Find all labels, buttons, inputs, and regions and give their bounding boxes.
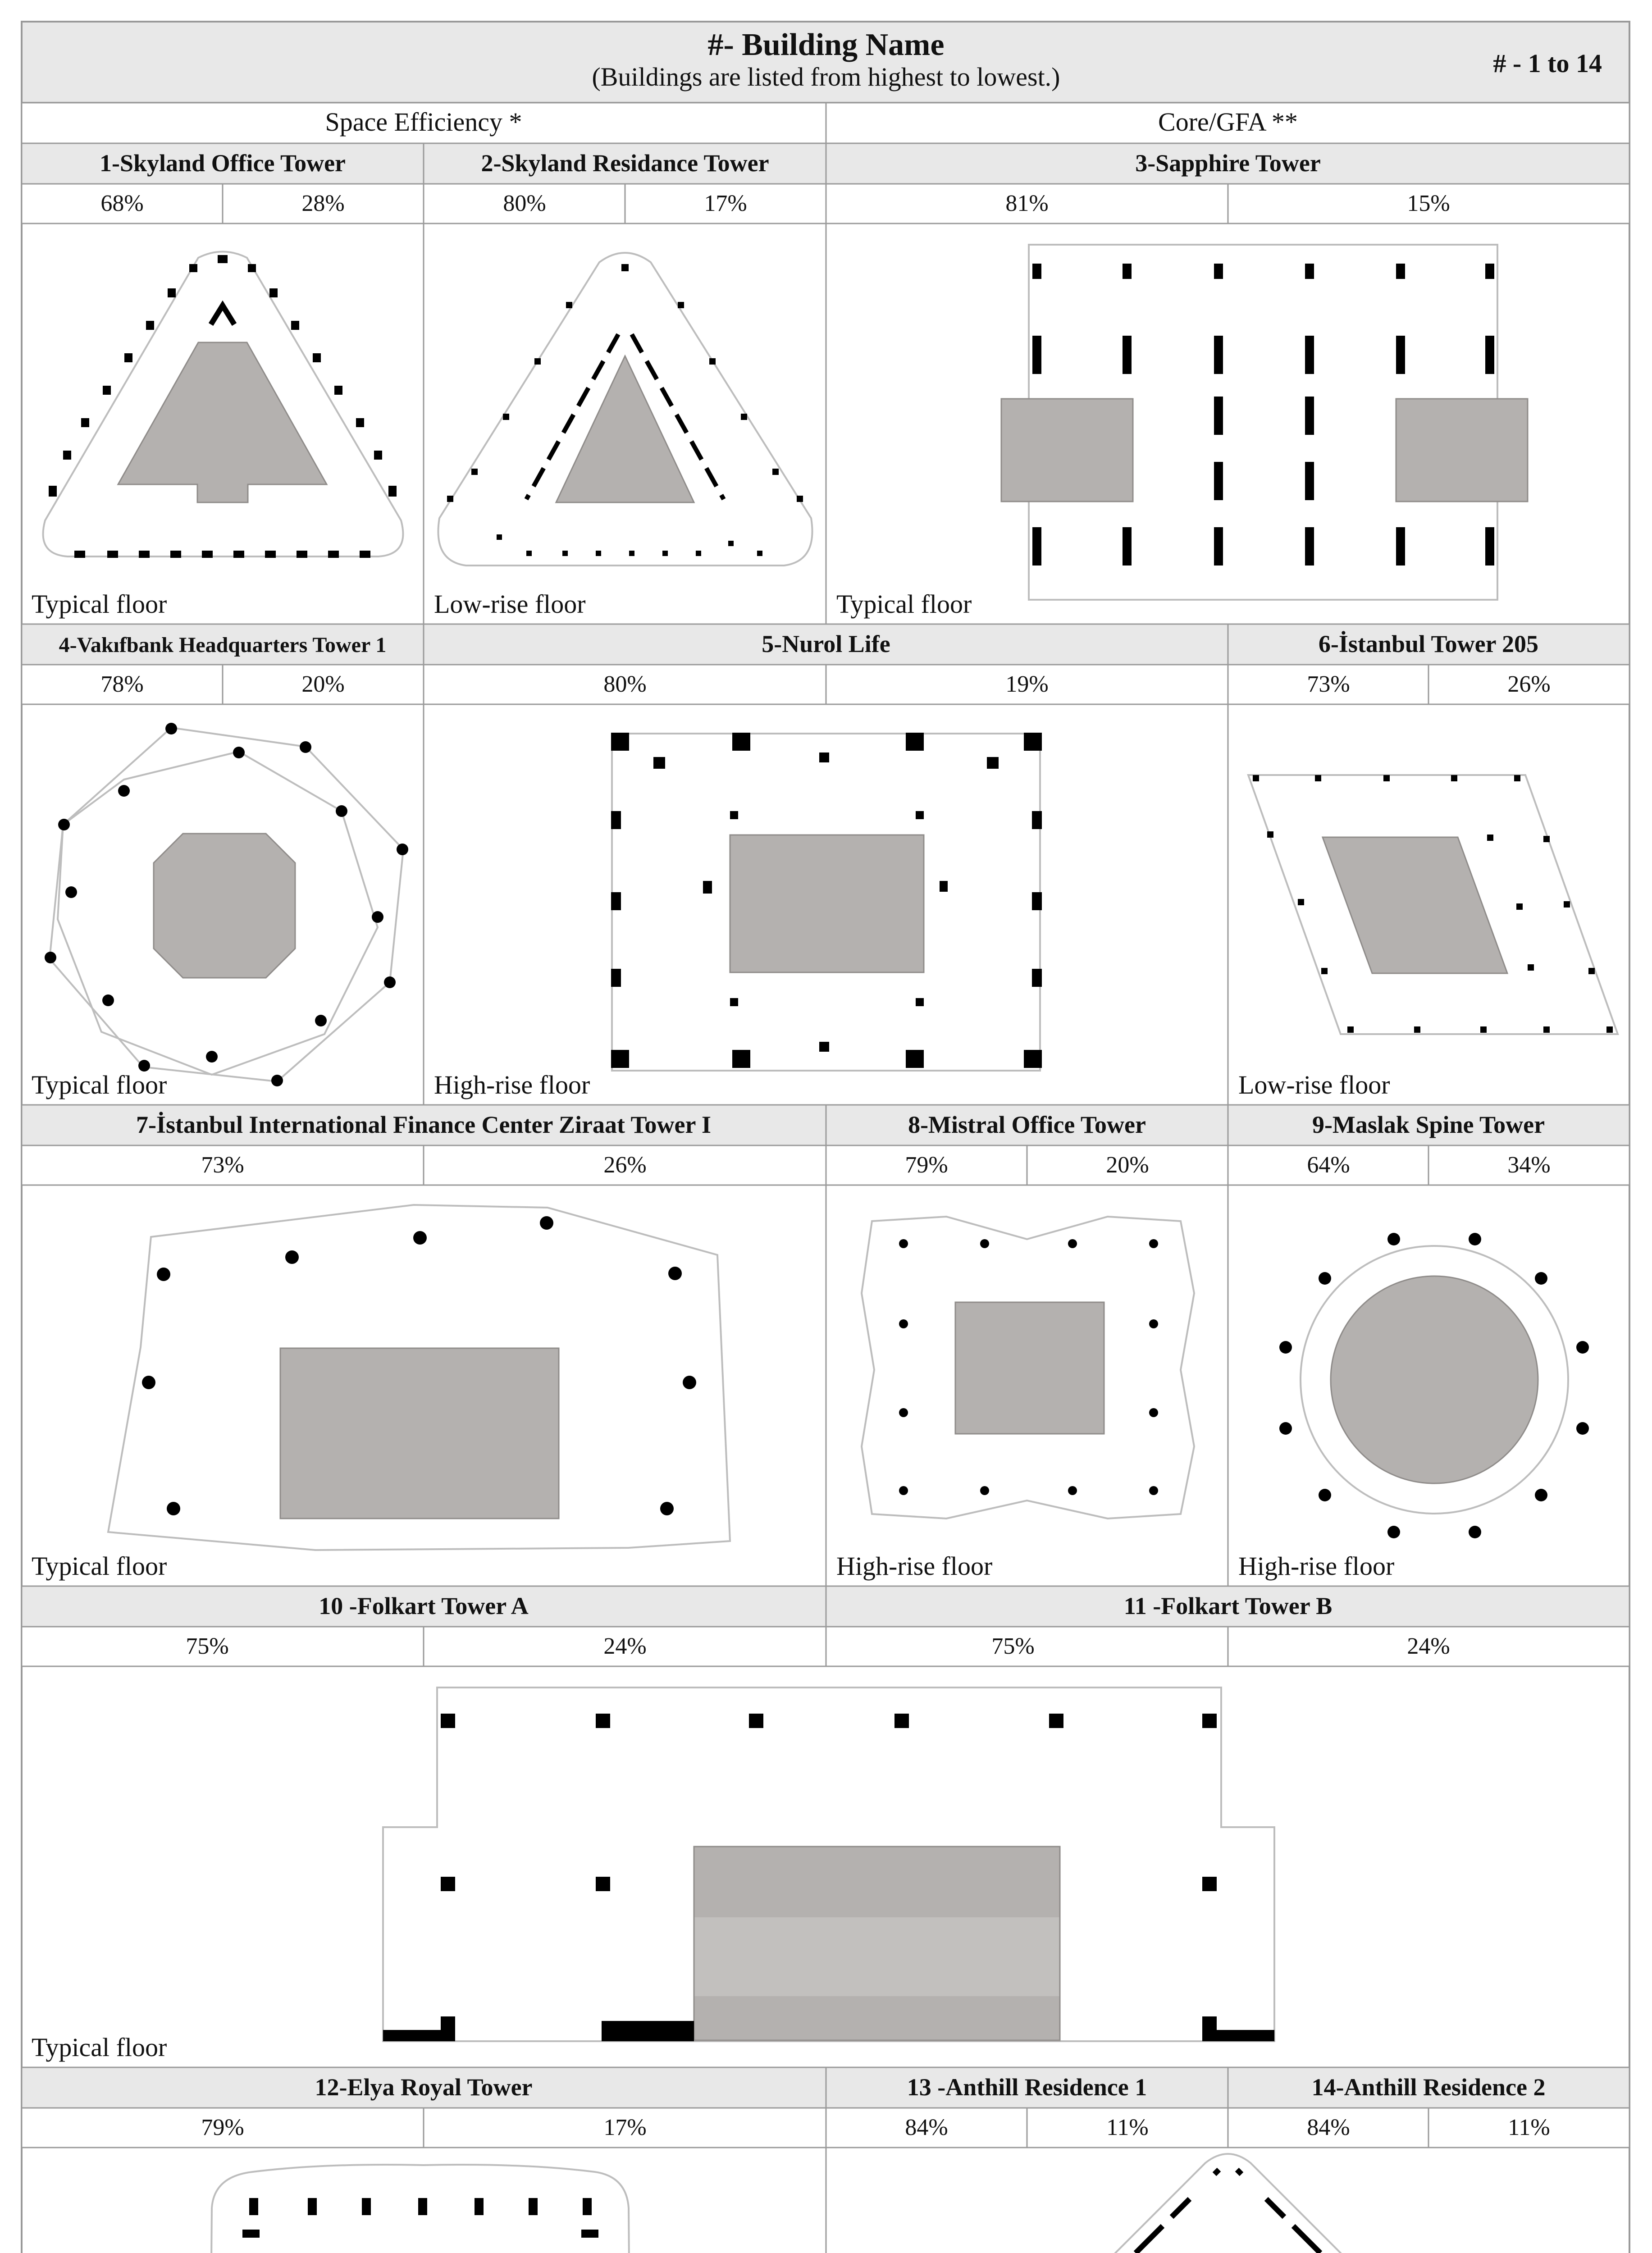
space-efficiency-value: 79% xyxy=(905,1152,948,1178)
building-name: 5-Nurol Life xyxy=(762,630,890,657)
space-efficiency-value: 78% xyxy=(100,671,144,697)
core-gfa-value: 34% xyxy=(1507,1152,1551,1178)
building-name: 4-Vakıfbank Headquarters Tower 1 xyxy=(59,633,387,657)
floor-label: High-rise floor xyxy=(434,1070,590,1099)
sheet-header xyxy=(22,22,1629,143)
building-name: 3-Sapphire Tower xyxy=(1135,150,1321,177)
building-name: 9-Maslak Spine Tower xyxy=(1312,1111,1545,1138)
space-efficiency-value: 75% xyxy=(991,1633,1035,1659)
space-efficiency-value: 81% xyxy=(1005,191,1049,216)
building-name: 7-İstanbul International Finance Center Ziraat Tower I xyxy=(136,1111,712,1138)
space-efficiency-value: 80% xyxy=(503,191,546,216)
space-efficiency-value: 73% xyxy=(1307,671,1350,697)
core-gfa-value: 26% xyxy=(603,1152,647,1178)
header-range: # - 1 to 14 xyxy=(1493,49,1602,78)
core-gfa-value: 15% xyxy=(1407,191,1450,216)
header-subtitle: (Buildings are listed from highest to lowest.) xyxy=(592,62,1060,91)
legend-core-gfa: Core/GFA ** xyxy=(1158,107,1298,137)
floor-label: Typical floor xyxy=(32,2033,167,2062)
core-gfa-value: 24% xyxy=(1407,1633,1450,1659)
floor-label: Low-rise floor xyxy=(1238,1070,1390,1099)
building-name: 1-Skyland Office Tower xyxy=(99,150,346,177)
core-gfa-value: 24% xyxy=(603,1633,647,1659)
building-name: 8-Mistral Office Tower xyxy=(908,1111,1146,1138)
building-name: 13 -Anthill Residence 1 xyxy=(907,2074,1147,2101)
floor-label: High-rise floor xyxy=(1238,1551,1395,1581)
space-efficiency-value: 75% xyxy=(186,1633,229,1659)
floor-label: Typical floor xyxy=(836,589,972,619)
floor-label: Low-rise floor xyxy=(434,589,586,619)
building-name: 6-İstanbul Tower 205 xyxy=(1318,630,1539,657)
core-gfa-value: 11% xyxy=(1508,2115,1550,2140)
core-gfa-value: 26% xyxy=(1507,671,1551,697)
core-gfa-value: 20% xyxy=(301,671,345,697)
building-name: 11 -Folkart Tower B xyxy=(1123,1592,1333,1619)
header-title: #- Building Name xyxy=(707,27,945,62)
space-efficiency-value: 84% xyxy=(905,2115,948,2140)
space-efficiency-value: 80% xyxy=(603,671,647,697)
building-name: 12-Elya Royal Tower xyxy=(315,2074,533,2101)
floor-label: Typical floor xyxy=(32,589,167,619)
core-gfa-value: 17% xyxy=(704,191,747,216)
floor-label: Typical floor xyxy=(32,1070,167,1099)
building-name: 10 -Folkart Tower A xyxy=(319,1592,529,1619)
core-gfa-value: 28% xyxy=(301,191,345,216)
space-efficiency-value: 79% xyxy=(201,2115,244,2140)
legend-space-efficiency: Space Efficiency * xyxy=(325,107,522,137)
space-efficiency-value: 73% xyxy=(201,1152,244,1178)
core-gfa-value: 19% xyxy=(1005,671,1049,697)
floor-label: High-rise floor xyxy=(836,1551,993,1581)
space-efficiency-value: 64% xyxy=(1307,1152,1350,1178)
building-name: 2-Skyland Residance Tower xyxy=(481,150,769,177)
core-gfa-value: 11% xyxy=(1106,2115,1149,2140)
core-gfa-value: 20% xyxy=(1106,1152,1149,1178)
space-efficiency-value: 68% xyxy=(100,191,144,216)
building-name: 14-Anthill Residence 2 xyxy=(1311,2074,1546,2101)
floor-label: Typical floor xyxy=(32,1551,167,1581)
core-gfa-value: 17% xyxy=(603,2115,647,2140)
space-efficiency-value: 84% xyxy=(1307,2115,1350,2140)
